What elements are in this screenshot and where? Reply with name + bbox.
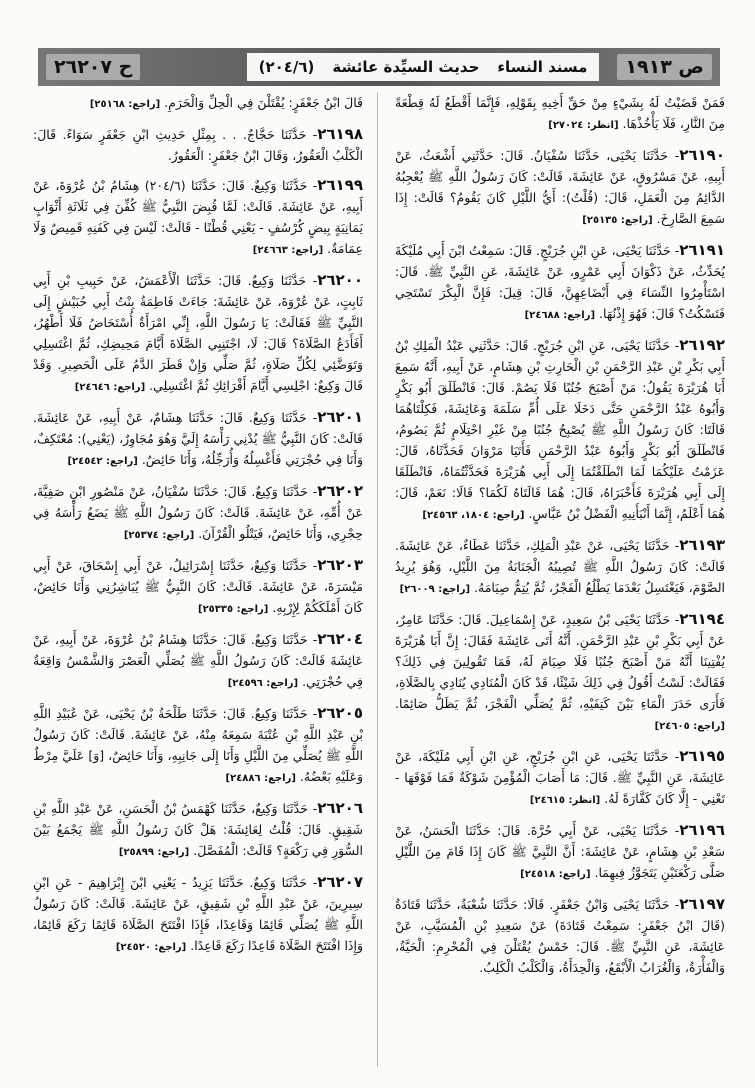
hadith-entry [33,124,363,166]
hadith-entry-text: فَمَنْ قَضَيْتُ لَهُ بِشَيْءٍ مِنْ حَقِّ أَخِيهِ بِقَوْلِهِ، فَإِنَّمَا أَقْطَعُ لَهُ قِطْعَةً مِنَ النَّارِ، فَلَا يَأْخُذْهَا. [395,95,725,131]
hadith-entry-text: - حَدَّثَنَا يَحْيَى، عَنِ ابْنِ جُرَيْجٍ. قَالَ: حَدَّثَنِي عَبْدُ الْمَلِكِ بْنُ أَبِي بَكْرِ بْنِ عَبْدِ الرَّحْمَنِ بْنِ الْحَارِثِ بْنِ هِشَامٍ، عَنْ أَبِيهِ، أَنَّهُ سَمِعَ أَبَا هُرَيْرَةَ يَقُولُ: مَنْ أَصْبَحَ جُنُبًا فَلَا يَصُمْ. قَالَ: فَانْطَلَقَ أَبُو بَكْرٍ وَأَبُوهُ عَبْدُ الرَّحْمَنِ حَتَّى دَخَلَا عَلَى أُمِّ سَلَمَةَ وَعَائِشَةَ، فَكِلْتَاهُمَا قَالَتَا: كَانَ رَسُولُ اللَّهِ ﷺ يُصْبِحُ جُنُبًا مِنْ غَيْرِ احْتِلَامٍ ثُمَّ يَصُومُ، فَانْطَلَقَ أَبُو بَكْرٍ وَأَبُوهُ عَبْدُ الرَّحْمَنِ فَأَتَيَا مَرْوَانَ فَحَدَّثَاهُ، قَالَ: عَزَمْتُ عَلَيْكُمَا لَمَا انْطَلَقْتُمَا إِلَى أَبِي هُرَيْرَةَ فَحَدَّثْتُمَاهُ، فَانْطَلَقَا إِلَى أَبِي هُرَيْرَةَ فَأَخْبَرَاهُ، قَالَ: هُمَا قَالَتَاهُ لَكُمَا؟ قَالَا: نَعَمْ، قَالَ: هُمَا أَعْلَمُ، إِنَّمَا أَنْبَأَنِيهِ الْفَضْلُ بْنُ عَبَّاسٍ. [395,338,725,521]
page-number: ص ١٩١٣ [617,54,712,80]
hadith-entry-number: ٢٦٢٠١ [317,408,363,426]
volume-ref: (٢٠٤/٦) [258,58,315,76]
header-title-box [247,53,600,81]
hadith-entry-number: ٢٦٢٠٣ [317,556,363,574]
hadith-entry [395,820,725,885]
cross-reference: [راجع: ٢٥١٦٨] [89,99,161,110]
page-header [38,48,720,86]
cross-reference: [راجع: ٢٤٦٤٦] [74,382,146,393]
hadith-entry-text: قَالَ ابْنُ جَعْفَرٍ: يُقْتَلْنَ فِي الْحِلِّ وَالْحَرَمِ. [164,95,363,110]
cross-reference: [راجع: ٢٤٥٢٠] [115,942,187,953]
hadith-entry-text: - حَدَّثَنَا يَحْيَى، عَنْ أَبِي حُرَّةَ. قَالَ: حَدَّثَنَا الْحَسَنُ، عَنْ سَعْدِ بْنِ هِشَامٍ، عَنْ عَائِشَةَ: أَنَّ النَّبِيَّ ﷺ كَانَ إِذَا قَامَ مِنَ اللَّيْلِ صَلَّى رَكْعَتَيْنِ يَتَجَوَّزُ فِيهِمَا. [395,823,725,880]
hadith-entry-number: ٢٦١٩٠ [679,146,725,164]
hadith-entry-text: - حَدَّثَنَا وَكِيعٌ. قَالَ: حَدَّثَنَا طَلْحَةُ بْنُ يَحْيَى، عَنْ عُبَيْدِ اللَّهِ بْنِ عَبْدِ اللَّهِ بْنِ عُتْبَةَ سَمِعَهُ مِنْهُ، عَنْ عَائِشَةَ. قَالَتْ: كَانَ رَسُولُ اللَّهِ ﷺ يُصَلِّي مِنَ اللَّيْلِ وَأَنَا إِلَى جَانِبِهِ، وَأَنَا حَائِضٌ، [وَ] عَلَيَّ مِرْطٌ وَعَلَيْهِ بَعْضُهُ. [33,706,363,784]
hadith-entry [33,481,363,546]
cross-reference: [راجع: ٢٤٦٦٣] [252,245,324,256]
hadith-entry-text: - حَدَّثَنَا وَكِيعٌ. قَالَ: حَدَّثَنَا الْأَعْمَشُ، عَنْ حَبِيبِ بْنِ أَبِي ثَابِتٍ، عَنْ عُرْوَةَ، عَنْ عَائِشَةَ: جَاءَتْ فَاطِمَةُ بِنْتُ أَبِي حُبَيْشٍ إِلَى النَّبِيِّ ﷺ فَقَالَتْ: يَا رَسُولَ اللَّهِ، إِنِّي امْرَأَةٌ أُسْتَحَاضُ فَلَا أَطْهُرُ، أَفَأَدَعُ الصَّلَاةَ؟ قَالَ: لَا، اجْتَنِبِي الصَّلَاةَ أَيَّامَ مَحِيضِكِ، ثُمَّ اغْتَسِلِي وَتَوَضَّئِي لِكُلِّ صَلَاةٍ، ثُمَّ صَلِّي وَإِنْ قَطَرَ الدَّمُ عَلَى الْحَصِيرِ. وَقَدْ قَالَ وَكِيعٌ: اجْلِسِي أَيَّامَ أَقْرَائِكِ ثُمَّ اغْتَسِلِي. [33,273,363,393]
hadith-entry-number: ٢٦٢٠٦ [317,799,363,817]
cross-reference: [راجع: ٢٤٥١٨] [520,869,591,880]
hadith-entry [33,175,363,261]
cross-reference: [راجع: ٢٥٣٧٤] [123,530,195,541]
hadith-entry-text: - حَدَّثَنَا حَجَّاجٌ. . . بِمِثْلِ حَدِيثِ ابْنِ جَعْفَرٍ سَوَاءً. قَالَ: الْكَلْبُ الْعَقُورُ، وَقَالَ ابْنُ جَعْفَرٍ: الْعَقُورُ. [33,127,363,163]
hadith-entry [33,798,363,863]
hadith-entry [33,555,363,620]
hadith-entry-number: ٢٦١٩٣ [679,536,725,554]
hadith-entry-text: - حَدَّثَنَا وَكِيعٌ. قَالَ: حَدَّثَنَا (٢٠٤/٦) هِشَامُ بْنُ عُرْوَةَ، عَنْ أَبِيهِ، عَنْ عَائِشَةَ. قَالَتْ: لَمَّا قُبِضَ النَّبِيُّ ﷺ كُفِّنَ فِي ثَلَاثَةِ أَثْوَابٍ يَمَانِيَةٍ بِيضٍ كُرْسُفٍ - يَعْنِي قُطْنًا - قَالَتْ: لَيْسَ فِي كَفَنِهِ قَمِيصٌ وَلَا عِمَامَةٌ. [33,178,363,256]
hadith-entry [33,872,363,958]
hadith-entry [395,145,725,231]
hadith-entry-text: - حَدَّثَنَا يَحْيَى، حَدَّثَنَا سُفْيَانُ. قَالَ: حَدَّثَنِي أَشْعَثُ، عَنْ أَبِيهِ، عَنْ مَسْرُوقٍ، عَنْ عَائِشَةَ، قَالَتْ: كَانَ رَسُولُ اللَّهِ ﷺ يُعْجِبُهُ الدَّائِمُ مِنَ الْعَمَلِ، قَالَ: (قُلْتُ): أَيُّ اللَّيْلِ كَانَ يَقُومُ؟ قَالَتْ: إِذَا سَمِعَ الصَّارِخَ. [395,148,725,226]
hadith-entry-text: - حَدَّثَنَا وَكِيعٌ. قَالَ: حَدَّثَنَا سُفْيَانُ، عَنْ مَنْصُورِ ابْنِ صَفِيَّةَ، عَنْ أُمِّهِ، عَنْ عَائِشَةَ. قَالَتْ: كَانَ رَسُولُ اللَّهِ ﷺ يَضَعُ رَأْسَهُ فِي حِجْرِي، وَأَنَا حَائِضٌ، فَيَتْلُو الْقُرْآنَ. [33,484,363,541]
hadith-entry-number: ٢٦١٩٧ [679,895,725,913]
hadith-entry [395,894,725,978]
hadith-entry-text: - حَدَّثَنَا يَحْيَى، عَنِ ابْنِ جُرَيْجٍ. قَالَ: سَمِعْتُ ابْنَ أَبِي مُلَيْكَةَ يُحَدِّثُ، عَنْ ذَكْوَانَ أَبِي عَمْرٍو، عَنْ عَائِشَةَ، عَنِ النَّبِيِّ ﷺ. قَالَ: اسْتَأْمِرُوا النِّسَاءَ فِي أَبْضَاعِهِنَّ، قَالَ: قِيلَ: فَإِنَّ الْبِكْرَ تَسْتَحِي فَتَسْكُتُ؟ قَالَ: فَهُوَ إِذْنُهَا. [395,243,725,321]
hadith-entry [395,746,725,811]
cross-reference: [راجع: ٢٤٨٨٦] [225,773,296,784]
book-title: مسند النساء [497,58,588,76]
cross-reference: [راجع: ٢٤٥٩٦] [227,678,299,689]
cross-reference: [راجع: ٢٥١٣٥] [582,215,653,226]
hadith-entry-number: ٢٦١٩٤ [679,610,725,628]
hadith-entry-number: ٢٦١٩٩ [317,176,363,194]
cross-reference: [راجع: ٢٦٠٠٩] [399,584,471,595]
hadith-entry-number: ٢٦٢٠٥ [317,704,363,722]
cross-reference: [راجع: ٢٤٦٠٥] [654,721,725,732]
left-column [33,92,363,1072]
column-divider [377,92,378,1067]
cross-reference: [راجع: ٢٤٦٨٨] [524,310,596,321]
hadith-entry-number: ٢٦١٩٢ [679,336,725,354]
hadith-entry-text: - حَدَّثَنَا يَحْيَى، عَنِ ابْنِ جُرَيْجٍ، عَنِ ابْنِ أَبِي مُلَيْكَةَ، عَنْ عَائِشَةَ، عَنِ النَّبِيِّ ﷺ. قَالَ: مَا أَصَابَ الْمُؤْمِنَ شَوْكَةٌ فَمَا فَوْقَهَا - تَعْنِي - إِلَّا كَانَ كَفَّارَةً لَهُ. [395,749,725,806]
hadith-entry-number: ٢٦٢٠٤ [317,630,363,648]
hadith-entry [395,535,725,600]
hadith-entry [33,407,363,472]
hadith-entry [33,270,363,398]
hadith-number: ح ٢٦٢٠٧ [46,54,140,80]
hadith-entry-number: ٢٦٢٠٠ [317,271,363,289]
hadith-entry-text: - حَدَّثَنَا يَحْيَى بْنُ سَعِيدٍ، عَنْ إِسْمَاعِيلَ. قَالَ: حَدَّثَنَا عَامِرٌ، عَنْ أَبِي بَكْرِ بْنِ عَبْدِ الرَّحْمَنِ. أَنَّهُ أَتَى عَائِشَةَ فَقَالَ: إِنَّ أَبَا هُرَيْرَةَ يُفْتِينَا أَنَّهُ مَنْ أَصْبَحَ جُنُبًا فَلَا صِيَامَ لَهُ، فَمَا تَقُولِينَ فِي ذَلِكَ؟ فَقَالَتْ: لَسْتُ أَقُولُ فِي ذَلِكَ شَيْئًا، قَدْ كَانَ الْمُنَادِي يُنَادِي بِالصَّلَاةِ، فَأَرَى حَدَرَ الْمَاءِ بَيْنَ كَتِفَيْهِ، ثُمَّ يُصَلِّي الْفَجْرَ، ثُمَّ يَظَلُّ صَائِمًا. [395,612,725,711]
hadith-entry [395,335,725,526]
cross-reference: [راجع: ٢٥٨٩٩] [118,847,190,858]
hadith-entry [395,92,725,136]
hadith-entry-number: ٢٦١٩٥ [679,747,725,765]
hadith-entry-text: - حَدَّثَنَا يَحْيَى وَابْنُ جَعْفَرٍ. قَالَا: حَدَّثَنَا شُعْبَةُ، حَدَّثَنَا قَتَادَةُ (قَالَ ابْنُ جَعْفَرٍ: سَمِعْتُ قَتَادَةَ) عَنْ سَعِيدِ بْنِ الْمُسَيَّبِ، عَنْ عَائِشَةَ، عَنِ النَّبِيِّ ﷺ. قَالَ: خَمْسٌ يُقْتَلْنَ فِي الْمُحْرِمِ: الْحَيَّةُ، وَالْفَأْرَةُ، وَالْغُرَابُ الْأَبْقَعُ، وَالْحِدَأَةُ، وَالْكَلْبُ الْكَلِبُ. [395,897,725,975]
hadith-entry-text: - حَدَّثَنَا يَحْيَى، عَنْ عَبْدِ الْمَلِكِ، حَدَّثَنَا عَطَاءٌ، عَنْ عَائِشَةَ. قَالَتْ: كَانَ رَسُولُ اللَّهِ ﷺ تُصِيبُهُ الْجَنَابَةُ مِنَ اللَّيْلِ، وَهُوَ يُرِيدُ الصَّوْمَ، فَيَغْتَسِلُ بَعْدَمَا يَطْلُعُ الْفَجْرُ، ثُمَّ يُتِمُّ صِيَامَهُ. [395,538,725,595]
hadith-entry-text: - حَدَّثَنَا وَكِيعٌ. حَدَّثَنَا يَزِيدُ - يَعْنِي ابْنَ إِبْرَاهِيمَ - عَنِ ابْنِ سِيرِينَ، عَنْ عَبْدِ اللَّهِ بْنِ شَقِيقٍ، عَنْ عَائِشَةَ. قَالَتْ: كَانَ رَسُولُ اللَّهِ ﷺ يُصَلِّي قَائِمًا وَقَاعِدًا، فَإِذَا افْتَتَحَ الصَّلَاةَ قَائِمًا رَكَعَ قَائِمًا، وَإِذَا افْتَتَحَ الصَّلَاةَ قَاعِدًا رَكَعَ قَاعِدًا. [33,875,363,953]
cross-reference: [راجع: ١٨٠٤، ٢٤٥٦٣] [422,510,525,521]
hadith-entry-text: - حَدَّثَنَا وَكِيعٌ. قَالَ: حَدَّثَنَا هِشَامُ بْنُ عُرْوَةَ، عَنْ أَبِيهِ، عَنْ عَائِشَةَ قَالَتْ: كَانَ رَسُولُ اللَّهِ ﷺ يُصَلِّي الْعَصْرَ وَالشَّمْسُ وَاقِعَةٌ فِي حُجْرَتِي. [33,632,363,689]
hadith-entry-number: ٢٦١٩٦ [679,821,725,839]
hadith-entry [395,240,725,326]
hadith-entry-number: ٢٦١٩١ [679,241,725,259]
cross-reference: [انظر: ٢٧٠٢٤] [548,120,619,131]
hadith-entry [33,92,363,115]
hadith-entry-number: ٢٦٢٠٧ [317,873,363,891]
cross-reference: [انظر: ٢٤٦١٥] [529,795,601,806]
cross-reference: [راجع: ٢٤٥٤٢] [67,456,138,467]
hadith-entry-text: - حَدَّثَنَا وَكِيعٌ، حَدَّثَنَا إِسْرَائِيلُ، عَنْ أَبِي إِسْحَاقَ، عَنْ أَبِي مَيْسَرَةَ، عَنْ عَائِشَةَ. قَالَتْ: كَانَ النَّبِيُّ ﷺ يُبَاشِرُنِي وَأَنَا حَائِضٌ، كَانَ أَمْلَكَكُمْ لِإِرْبِهِ. [33,558,363,615]
hadith-entry [33,703,363,789]
hadith-entry-text: - حَدَّثَنَا وَكِيعٌ. قَالَ: حَدَّثَنَا هِشَامٌ، عَنْ أَبِيهِ، عَنْ عَائِشَةَ. قَالَتْ: كَانَ النَّبِيُّ ﷺ يُدْنِي رَأْسَهُ إِلَيَّ وَهُوَ مُجَاوِرٌ، (يَعْنِي): مُعْتَكِفٌ، وَأَنَا فِي حُجْرَتِي فَأَغْسِلُهُ وَأُرَجِّلُهُ، وَأَنَا حَائِضٌ. [33,410,363,467]
chapter-title: حديث السيِّدة عائشة [332,58,480,76]
hadith-entry [33,629,363,694]
hadith-entry-number: ٢٦٢٠٢ [317,482,363,500]
hadith-entry-text: - حَدَّثَنَا وَكِيعٌ، حَدَّثَنَا كَهْمَسُ بْنُ الْحَسَنِ، عَنْ عَبْدِ اللَّهِ بْنِ شَقِيقٍ. قَالَ: قُلْتُ لِعَائِشَةَ: هَلْ كَانَ رَسُولُ اللَّهِ ﷺ يَجْمَعُ بَيْنَ السُّوَرِ فِي رَكْعَةٍ؟ قَالَتْ: الْمُفَصَّلَ. [33,801,363,858]
hadith-entry-number: ٢٦١٩٨ [317,125,363,143]
hadith-entry [395,609,725,737]
right-column [395,92,725,1072]
cross-reference: [راجع: ٢٥٣٣٥] [197,604,269,615]
